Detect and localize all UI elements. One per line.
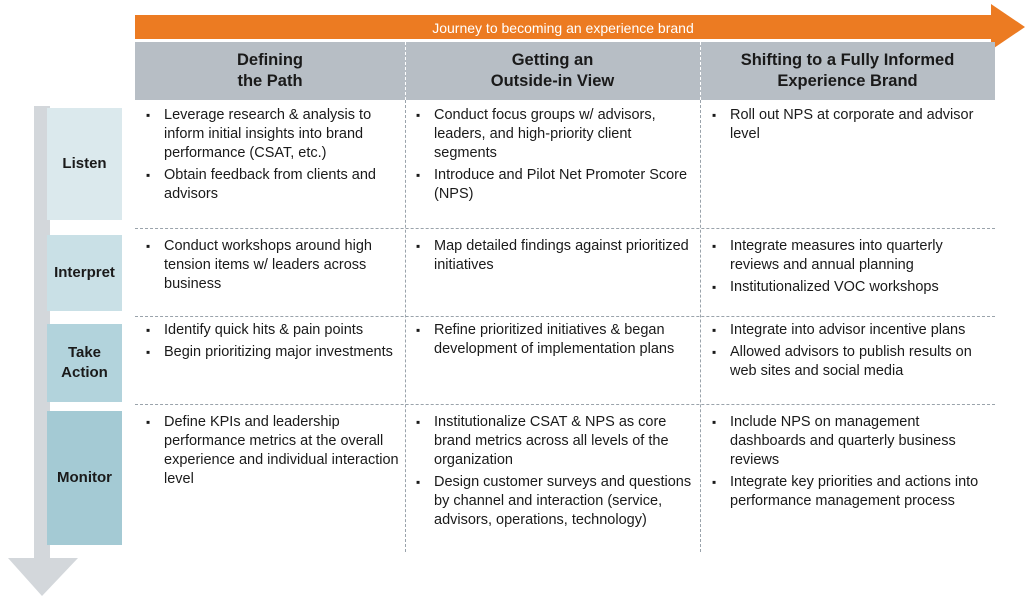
cell-take-action-defining [140,321,402,365]
row-label-listen: Listen [47,108,122,220]
journey-arrow-label: Journey to becoming an experience brand [432,20,694,36]
cell-listen-experience [706,106,990,147]
row-label-take-action: Take Action [47,324,122,402]
cell-take-action-experience [706,321,990,384]
column-header-experience-brand: Shifting to a Fully Informed Experience Brand [740,51,955,90]
bullet-item: ▪ Institutionalize CSAT & NPS as core brand metrics across all levels of the organization [410,413,698,470]
bullet-item: ▪ Design customer surveys and questions by channel and interaction (service, advisors, operations, technology) [410,473,698,530]
cell-interpret-outside-in [410,237,698,278]
column-header-outside-in-view: Getting an Outside-in View [490,51,615,90]
bullet-item: ▪ Identify quick hits & pain points [140,321,402,340]
cell-listen-outside-in [410,106,698,207]
bullet-item: ▪ Conduct workshops around high tension items w/ leaders across business [140,237,402,294]
row-divider [135,316,995,317]
row-divider [135,228,995,229]
cell-listen-defining [140,106,402,207]
bullet-item: ▪ Integrate into advisor incentive plans [706,321,990,340]
bullet-item: ▪ Conduct focus groups w/ advisors, leaders, and high-priority client segments [410,106,698,163]
bullet-item: ▪ Map detailed findings against prioritized initiatives [410,237,698,275]
row-label-interpret: Interpret [47,235,122,311]
cell-monitor-defining [140,413,402,492]
bullet-item: ▪ Obtain feedback from clients and advisors [140,166,402,204]
header-divider [405,42,406,100]
cell-interpret-defining [140,237,402,297]
bullet-item: ▪ Integrate measures into quarterly reviews and annual planning [706,237,990,275]
cell-monitor-outside-in [410,413,698,533]
bullet-item: ▪ Leverage research & analysis to inform initial insights into brand performance (CSAT, etc.) [140,106,402,163]
cell-interpret-experience [706,237,990,300]
row-divider [135,404,995,405]
column-header-defining-the-path: Defining the Path [237,51,303,90]
bullet-item: ▪ Define KPIs and leadership performance metrics at the overall experience and individual interaction level [140,413,402,489]
bullet-item: ▪ Roll out NPS at corporate and advisor level [706,106,990,144]
bullet-item: ▪ Introduce and Pilot Net Promoter Score (NPS) [410,166,698,204]
column-divider [700,100,701,552]
cell-monitor-experience [706,413,990,514]
bullet-item: ▪ Refine prioritized initiatives & began development of implementation plans [410,321,698,359]
cell-take-action-outside-in [410,321,698,362]
row-label-monitor: Monitor [47,411,122,545]
bullet-item: ▪ Institutionalized VOC workshops [706,278,990,297]
column-divider [405,100,406,552]
bullet-item: ▪ Integrate key priorities and actions into performance management process [706,473,990,511]
bullet-item: ▪ Include NPS on management dashboards and quarterly business reviews [706,413,990,470]
bullet-item: ▪ Allowed advisors to publish results on web sites and social media [706,343,990,381]
header-divider [700,42,701,100]
bullet-item: ▪ Begin prioritizing major investments [140,343,402,362]
